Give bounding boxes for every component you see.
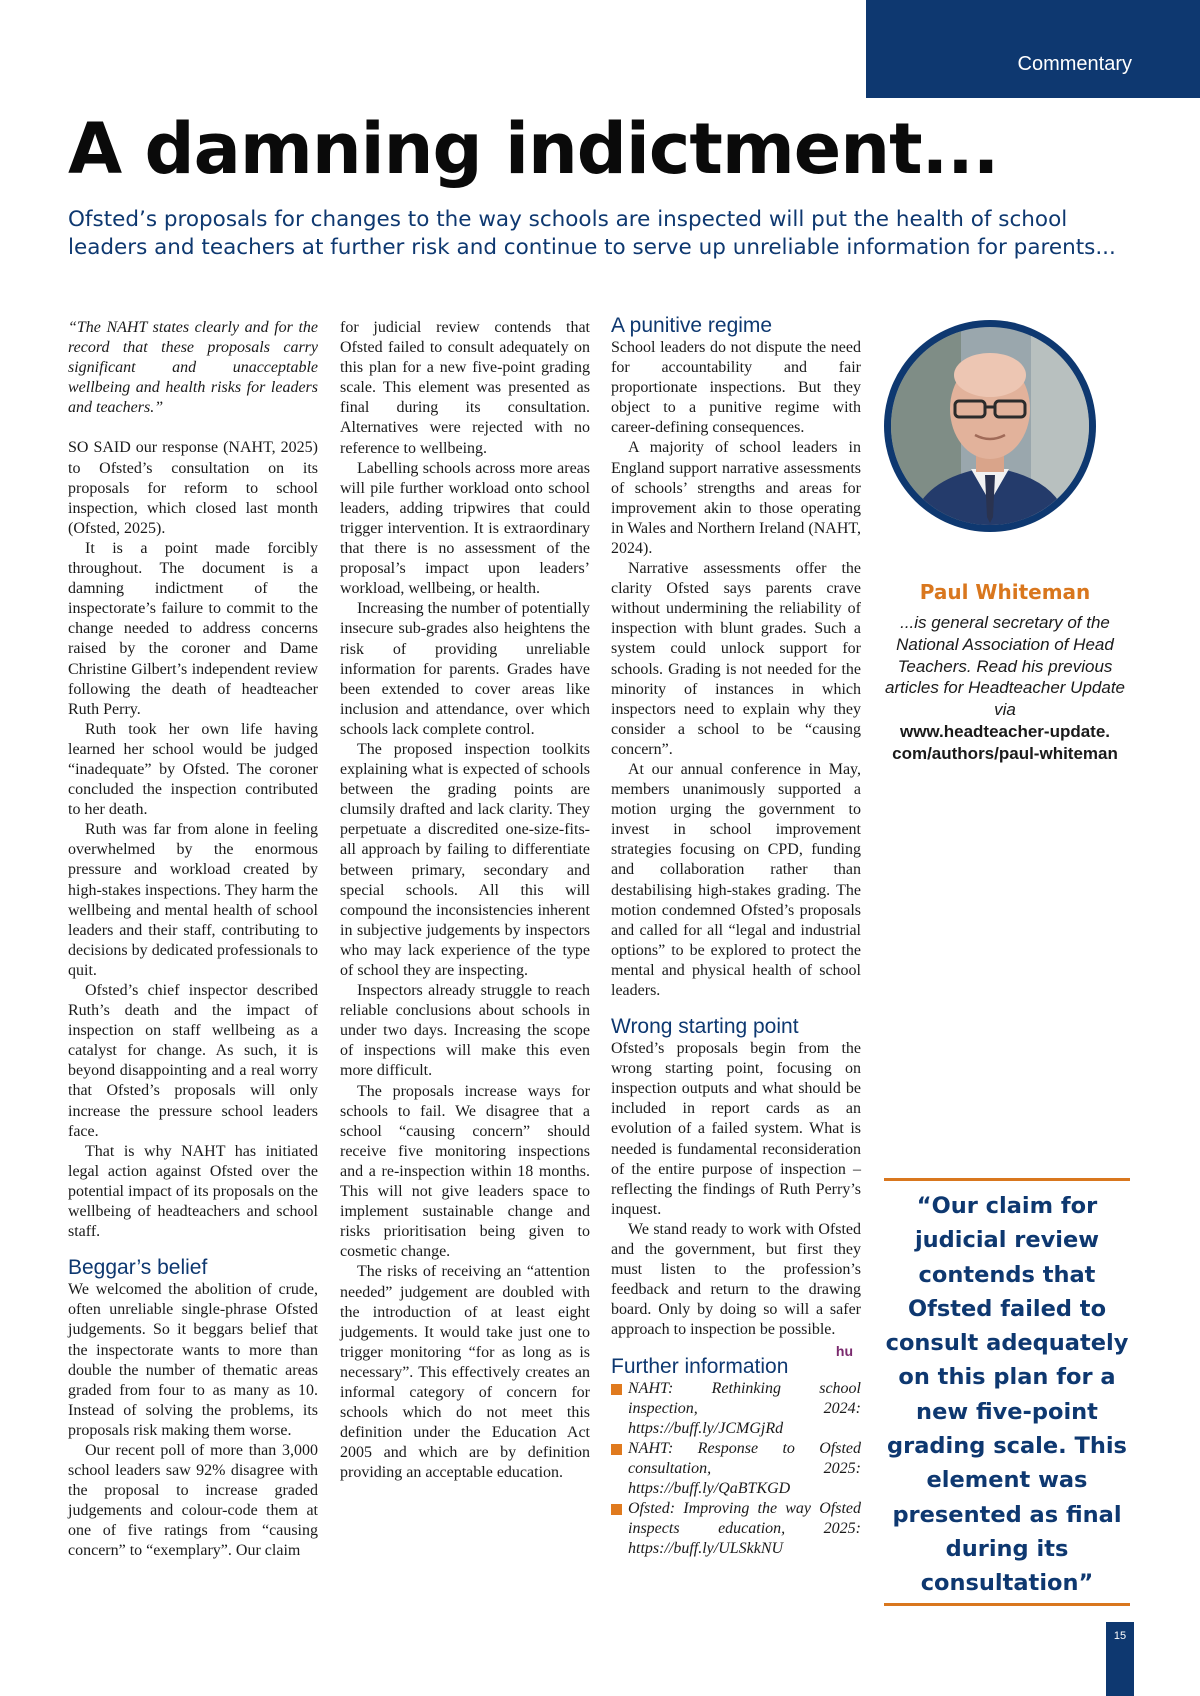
- paragraph: School leaders do not dispute the need for accountability and fair proportionate inspections. But they object to a punitive regime with career-defining consequences.: [611, 339, 861, 437]
- paragraph: Increasing the number of potentially insecure sub-grades also heightens the risk of providing unreliable information for parents. Grades have been extended to cover areas like inclusion and attendance, over which schools lack complete control.: [340, 600, 590, 738]
- references-list: [611, 1379, 861, 1560]
- headline: A damning indictment...: [68, 108, 999, 190]
- section-label: Commentary: [1017, 52, 1132, 75]
- reference-text: Ofsted: Improving the way Ofsted inspects education, 2025:: [628, 1500, 861, 1538]
- subheading: Further information: [611, 1354, 789, 1378]
- author-name: Paul Whiteman: [919, 580, 1091, 604]
- author-link[interactable]: [876, 721, 1134, 765]
- paragraph: for judicial review contends that Ofsted failed to consult adequately on this plan for a new five-point grading scale. This element was presented as final during its consultation. Alternatives were rejected with no reference to wellbeing.: [340, 319, 590, 457]
- article-column-1: [68, 318, 318, 1562]
- paragraph: Ruth took her own life having learned her school would be judged “inadequate” by Ofsted. The coroner concluded the inspection contributed to her death.: [68, 720, 318, 819]
- paragraph: SO SAID our response (NAHT, 2025) to Ofsted’s consultation on its proposals for reform to school inspection, which closed last month (Ofsted, 2025).: [68, 439, 318, 537]
- reference-text: NAHT: Response to Ofsted consultation, 2025:: [628, 1439, 861, 1477]
- author-link-line1[interactable]: www.headteacher-update.: [899, 721, 1111, 741]
- paragraph: Ruth was far from alone in feeling overwhelmed by the enormous pressure and workload created by high-stakes inspections. They harm the wellbeing and mental health of school leaders and their staff, contributing to decisions by dedicated professionals to quit.: [68, 821, 318, 979]
- paragraph: Labelling schools across more areas will pile further workload onto school leaders, adding tripwires that could trigger intervention. It is extraordinary that there is no assessment of the proposal’s impact upon leaders’ workload, wellbeing, or health.: [340, 459, 590, 598]
- author-bio-text: ...is general secretary of the National Association of Head Teachers. Read his previous articles for Headteacher Update via: [884, 613, 1126, 720]
- reference-item: [611, 1379, 861, 1439]
- paragraph: Narrative assessments offer the clarity Ofsted says parents crave without undermining the reliability of inspection with blunt grades. Such a system could unlock support for schools. Grading is not needed for the minority of instances in which inspectors need to explain why they consider a school to be “causing concern”.: [611, 560, 861, 758]
- section-tab: [866, 0, 1200, 98]
- reference-link[interactable]: https://buff.ly/QaBTKGD: [628, 1479, 791, 1497]
- author-portrait: [884, 320, 1096, 532]
- author-photo: [891, 327, 1089, 525]
- subheading: Wrong starting point: [611, 1015, 799, 1039]
- bullet-square-icon: [611, 1444, 622, 1455]
- paragraph: The risks of receiving an “attention needed” judgement are doubled with the introduction of at least eight judgements. It would take just one to trigger monitoring “for as long as is necessary”. This effectively creates an informal category of concern for schools which do not meet this definition under the Education Act 2005 and which are by definition providing an acceptable education.: [340, 1263, 590, 1482]
- paragraph-text: We stand ready to work with Ofsted and the government, but first they must listen to the profession’s feedback and return to the drawing board. Only by doing so will a safer approach to inspection be possible.: [611, 1220, 861, 1339]
- paragraph: [611, 1220, 861, 1359]
- portrait-illustration: [891, 327, 1089, 525]
- author-link-line2[interactable]: com/authors/paul-whiteman: [892, 743, 1118, 763]
- bullet-square-icon: [611, 1384, 622, 1395]
- pull-quote-text: “Our claim for judicial review contends that Ofsted failed to consult adequately on this plan for a new five-point grading scale. This element was presented as final during its consultation”: [885, 1193, 1129, 1597]
- paragraph: Our recent poll of more than 3,000 school leaders saw 92% disagree with the proposal to increase graded judgements and colour-code them at one of five ratings from “causing concern” to “exemplary”. Our claim: [68, 1441, 318, 1560]
- opening-quote: “The NAHT states clearly and for the record that these proposals carry significant and unacceptable wellbeing and health risks for leaders and teachers.”: [68, 319, 318, 417]
- subheading: A punitive regime: [611, 314, 773, 337]
- paragraph: That is why NAHT has initiated legal action against Ofsted over the potential impact of its proposals on the wellbeing of headteachers and school staff.: [68, 1142, 318, 1241]
- standfirst: Ofsted’s proposals for changes to the way schools are inspected will put the health of school leaders and teachers at further risk and continue to serve up unreliable information for parents...: [68, 207, 1116, 260]
- paragraph: Ofsted’s proposals begin from the wrong starting point, focusing on inspection outputs and what should be included in report cards as an evolution of a failed system. What is needed is fundamental reconsideration of the entire purpose of inspection – reflecting the findings of Ruth Perry’s inquest.: [611, 1040, 861, 1218]
- paragraph: It is a point made forcibly throughout. The document is a damning indictment of the inspectorate’s failure to commit to the change needed to address concerns raised by the coroner and Dame Christine Gilbert’s independent review following the death of headteacher Ruth Perry.: [68, 539, 318, 718]
- paragraph: Inspectors already struggle to reach reliable conclusions about schools in under two days. Increasing the scope of inspections will make this even more difficult.: [340, 982, 590, 1080]
- paragraph: A majority of school leaders in England support narrative assessments of schools’ strengths and areas for improvement akin to those operating in Wales and Northern Ireland (NAHT, 2024).: [611, 439, 861, 557]
- paragraph: Ofsted’s chief inspector described Ruth’s death and the impact of inspection on staff wellbeing as a catalyst for change. As such, it is beyond disappointing and a real worry that Ofsted’s proposals will only increase the pressure school leaders face.: [68, 982, 318, 1140]
- paragraph: The proposals increase ways for schools to fail. We disagree that a school “causing concern” should receive five monitoring inspections and a re-inspection within 18 months. This will not give leaders space to implement sustainable change and risks prioritisation being given to cosmetic change.: [340, 1082, 590, 1261]
- pull-quote: [884, 1178, 1130, 1606]
- paragraph: At our annual conference in May, members unanimously supported a motion urging the government to invest in school improvement strategies focusing on CPD, funding and collaboration rather than destabilising high-stakes grading. The motion condemned Ofsted’s proposals and called for all “legal and industrial options” to be explored to protect the mental and physical health of school leaders.: [611, 760, 861, 999]
- reference-item: [611, 1439, 861, 1499]
- reference-text: NAHT: Rethinking school inspection, 2024:: [628, 1379, 861, 1417]
- article-column-2: [340, 318, 590, 1483]
- reference-link[interactable]: https://buff.ly/ULSkkNU: [628, 1540, 784, 1558]
- page-number: 15: [1113, 1630, 1127, 1642]
- end-mark-logo: hu: [835, 1342, 853, 1359]
- paragraph: The proposed inspection toolkits explaining what is expected of schools between the grading points are clumsily drafted and lack clarity. They perpetuate a discredited one-size-fits-all approach by failing to differentiate between primary, secondary and special schools. All this will compound the inconsistencies inherent in subjective judgements by inspectors who may lack experience of the type of school they are inspecting.: [340, 740, 590, 979]
- reference-link[interactable]: https://buff.ly/JCMGjRd: [628, 1419, 784, 1437]
- author-bio: [876, 612, 1134, 765]
- paragraph: We welcomed the abolition of crude, often unreliable single-phrase Ofsted judgements. So it beggars belief that the inspectorate wants to more than double the number of thematic areas graded from four to as many as 10. Instead of solving the problems, its proposals risk making them worse.: [68, 1281, 318, 1439]
- subheading: Beggar’s belief: [68, 1256, 208, 1280]
- bullet-square-icon: [611, 1504, 622, 1515]
- reference-item: [611, 1499, 861, 1559]
- article-column-3: [611, 314, 861, 1559]
